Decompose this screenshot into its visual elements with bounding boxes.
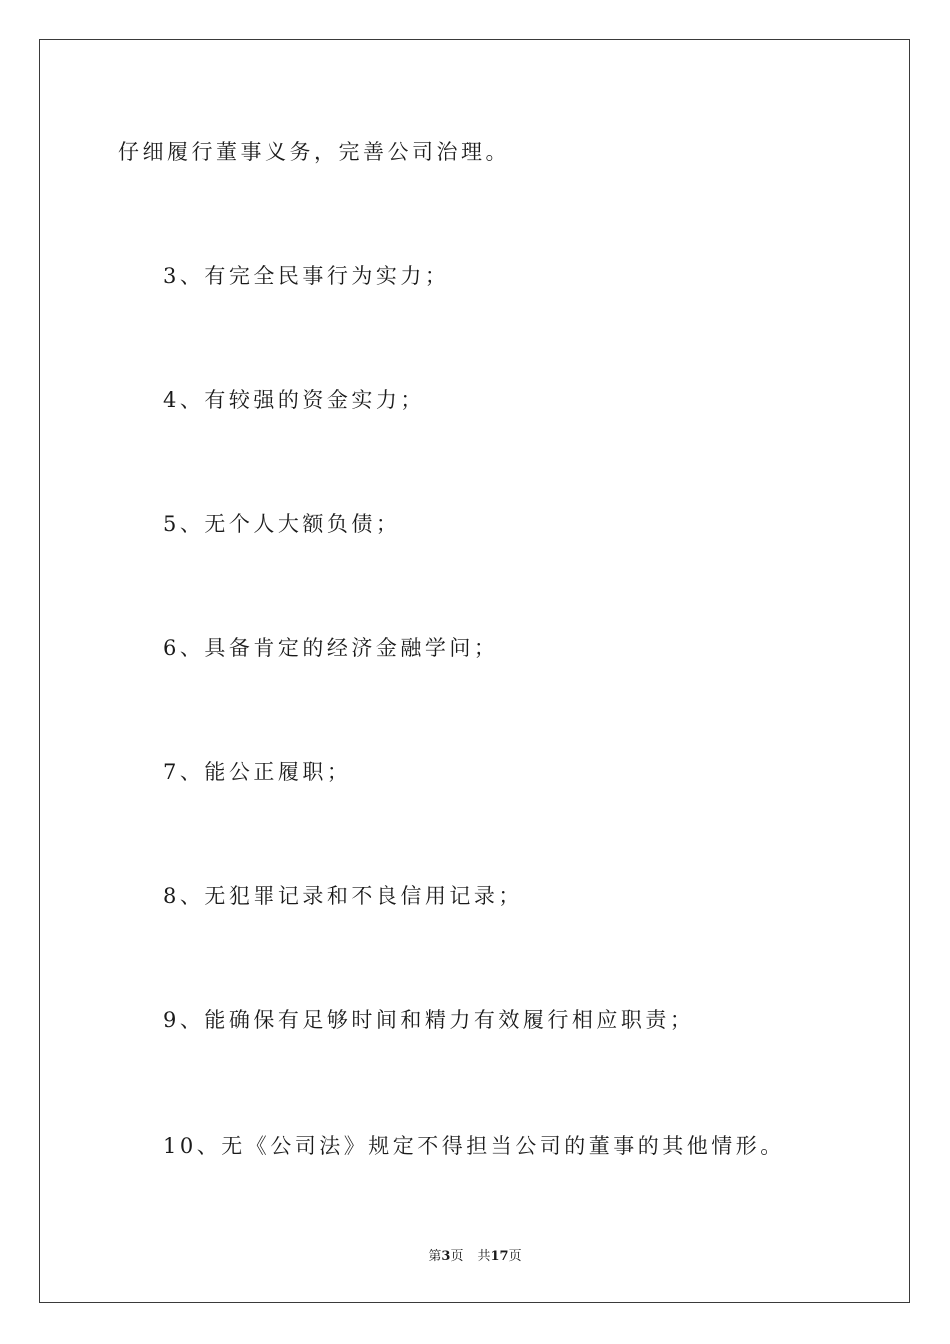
total-prefix: 共 — [477, 1249, 491, 1264]
page-footer — [0, 1248, 950, 1266]
list-item-3: 3、有完全民事行为实力； — [163, 264, 450, 288]
list-item-4: 4、有较强的资金实力； — [163, 388, 425, 412]
list-item-8: 8、无犯罪记录和不良信用记录； — [163, 884, 523, 908]
page-prefix: 第 — [428, 1249, 442, 1264]
total-pages: 17 — [490, 1249, 509, 1264]
list-item-7: 7、能公正履职； — [163, 760, 352, 784]
page-suffix: 页 — [450, 1249, 464, 1264]
list-item-9: 9、能确保有足够时间和精力有效履行相应职责； — [163, 1008, 695, 1032]
list-item-10: 10、无《公司法》规定不得担当公司的董事的其他情形。 — [163, 1134, 785, 1158]
total-suffix: 页 — [508, 1249, 522, 1264]
list-item-6: 6、具备肯定的经济金融学问； — [163, 636, 499, 660]
page-border — [39, 39, 910, 1303]
paragraph-continuation: 仔细履行董事义务，完善公司治理。 — [118, 140, 510, 164]
list-item-5: 5、无个人大额负债； — [163, 512, 401, 536]
page-number: 3 — [441, 1249, 451, 1264]
